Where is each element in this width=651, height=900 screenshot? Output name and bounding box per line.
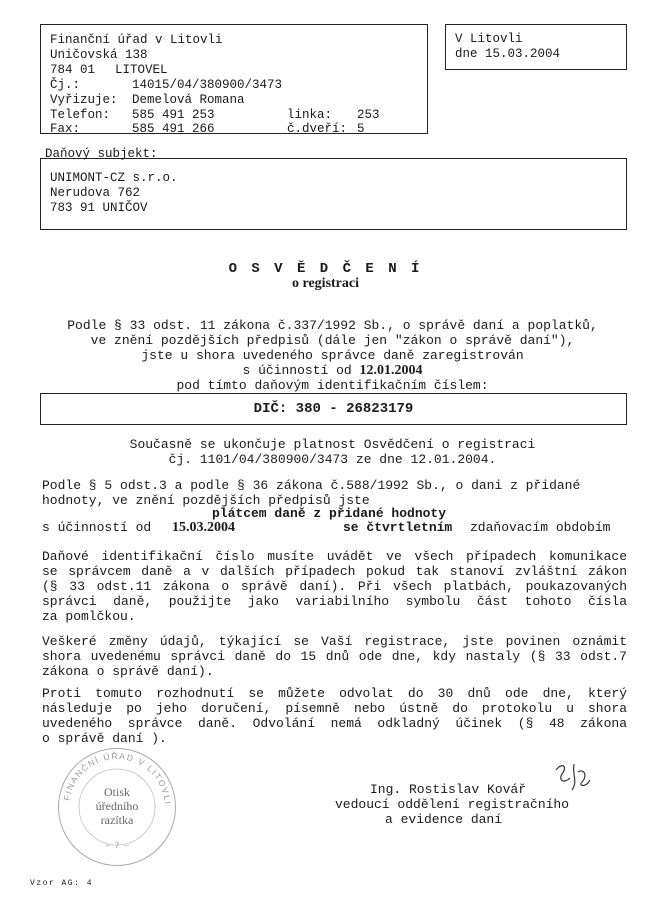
place: V Litovli bbox=[455, 32, 523, 46]
official-stamp bbox=[58, 748, 176, 866]
stamp-ring-text: FINANČNÍ ÚŘAD V LITOVLI bbox=[61, 750, 174, 806]
dic-usage-paragraph bbox=[42, 549, 627, 624]
subject-street: Nerudova 762 bbox=[50, 186, 141, 200]
handler-label: Vyřizuje: bbox=[50, 93, 118, 107]
dic-number: DIČ: 380 - 26823179 bbox=[253, 401, 414, 417]
p1-line-4: správci daně, použijte jako variabilního symbolu část tohoto čísla bbox=[42, 594, 627, 609]
vat-line-2: hodnoty, ve znění pozdějších předpisů jste bbox=[42, 493, 370, 508]
subject-name: UNIMONT-CZ s.r.o. bbox=[50, 171, 178, 185]
fax-value: 585 491 266 bbox=[132, 122, 215, 136]
termination-line-1: Současně se ukončuje platnost Osvědčení o registraci bbox=[129, 437, 536, 452]
signatory-name: Ing. Rostislav Kovář bbox=[370, 782, 527, 797]
changes-paragraph bbox=[42, 634, 627, 679]
intro-effective-label: s účinností od bbox=[242, 363, 352, 378]
termination-line-2: čj. 1101/04/380900/3473 ze dne 12.01.2004. bbox=[168, 452, 497, 467]
intro-effective-date: 12.01.2004 bbox=[359, 363, 423, 378]
stamp-line-3: razítka bbox=[100, 813, 134, 827]
p3-line-4: o správě daní ). bbox=[42, 731, 167, 746]
p1-line-2: se správcem daně a v dalších případech pokud tak stanoví zvláštní zákon bbox=[42, 564, 627, 579]
p3-line-2: následuje po jeho doručení, písemně nebo ústně do protokolu u shora bbox=[42, 701, 627, 716]
intro-line-3: jste u shora uvedeného správce daně zaregistrován bbox=[141, 348, 524, 363]
p3-line-1: Proti tomuto rozhodnutí se můžete odvolat do 30 dnů ode dne, který bbox=[42, 686, 627, 701]
vat-period-type: se čtvrtletním bbox=[343, 520, 453, 535]
signatory-role-2: a evidence daní bbox=[385, 812, 503, 827]
stamp-line-2: úředního bbox=[95, 799, 139, 813]
phone-label: Telefon: bbox=[50, 108, 111, 122]
ext-value: 253 bbox=[357, 108, 380, 122]
date: dne 15.03.2004 bbox=[455, 47, 561, 61]
subject-city: 783 91 UNIČOV bbox=[50, 201, 148, 215]
office-name: Finanční úřad v Litovli bbox=[50, 33, 223, 47]
door-value: 5 bbox=[357, 122, 365, 136]
phone-value: 585 491 253 bbox=[132, 108, 215, 122]
termination-paragraph bbox=[40, 437, 625, 467]
p3-line-3: uvedeného správce daně. Odvolání nemá odkladný účinek (§ 48 zákona bbox=[42, 716, 627, 731]
intro-paragraph bbox=[40, 318, 625, 393]
vat-line-1: Podle § 5 odst.3 a podle § 36 zákona č.588/1992 Sb., o dani z přidané bbox=[42, 478, 581, 493]
document-subtitle: o registraci bbox=[292, 276, 359, 291]
intro-line-4 bbox=[40, 363, 625, 378]
p1-line-5: za pomlčkou. bbox=[42, 609, 136, 624]
stamp-caption bbox=[59, 785, 175, 827]
document-title: O S V Ě D Č E N Í bbox=[228, 261, 423, 277]
ext-label: linka: bbox=[287, 108, 333, 122]
stamp-bottom-mark: — 7 — bbox=[104, 842, 129, 851]
intro-line-5: pod tímto daňovým identifikačním číslem: bbox=[176, 378, 489, 393]
handler-value: Demelová Romana bbox=[132, 93, 245, 107]
office-street: Uničovská 138 bbox=[50, 48, 148, 62]
p1-line-3: (§ 33 odst.11 zákona o správě daní). Při všech platbách, poukazovaných bbox=[42, 579, 627, 594]
p1-line-1: Daňové identifikační číslo musíte uvádět ve všech případech komunikace bbox=[42, 549, 627, 564]
vat-effective-label: s účinností od bbox=[42, 520, 152, 535]
intro-line-1: Podle § 33 odst. 11 zákona č.337/1992 Sb., o správě daní a poplatků, bbox=[67, 318, 598, 333]
fax-label: Fax: bbox=[50, 122, 81, 136]
ref-value: 14015/04/380900/3473 bbox=[132, 78, 283, 92]
vat-payer-status: plátcem daně z přidané hodnoty bbox=[212, 506, 447, 521]
vat-effective-date: 15.03.2004 bbox=[172, 520, 235, 535]
appeal-paragraph bbox=[42, 686, 627, 746]
door-label: č.dveří: bbox=[287, 122, 348, 136]
office-city: LITOVEL bbox=[115, 63, 168, 77]
handwritten-signature-icon bbox=[548, 758, 598, 798]
form-code: Vzor AG: 4 bbox=[30, 879, 94, 888]
p2-line-3: zákona o správě daní). bbox=[42, 664, 214, 679]
p2-line-1: Veškeré změny údajů, týkající se Vaší registrace, jste povinen oznámit bbox=[42, 634, 627, 649]
subject-label: Daňový subjekt: bbox=[45, 147, 158, 161]
vat-period-label: zdaňovacím obdobím bbox=[470, 520, 611, 535]
intro-line-2: ve znění pozdějších předpisů (dále jen "zákon o správě daní"), bbox=[90, 333, 575, 348]
stamp-line-1: Otisk bbox=[103, 785, 130, 799]
office-zip: 784 01 bbox=[50, 63, 96, 77]
p2-line-2: shora uvedenému správci daně do 15 dnů ode dne, kdy nastaly (§ 33 odst.7 bbox=[42, 649, 627, 664]
signatory-role-1: vedoucí oddělení registračního bbox=[335, 797, 570, 812]
ref-label: Čj.: bbox=[50, 78, 81, 92]
